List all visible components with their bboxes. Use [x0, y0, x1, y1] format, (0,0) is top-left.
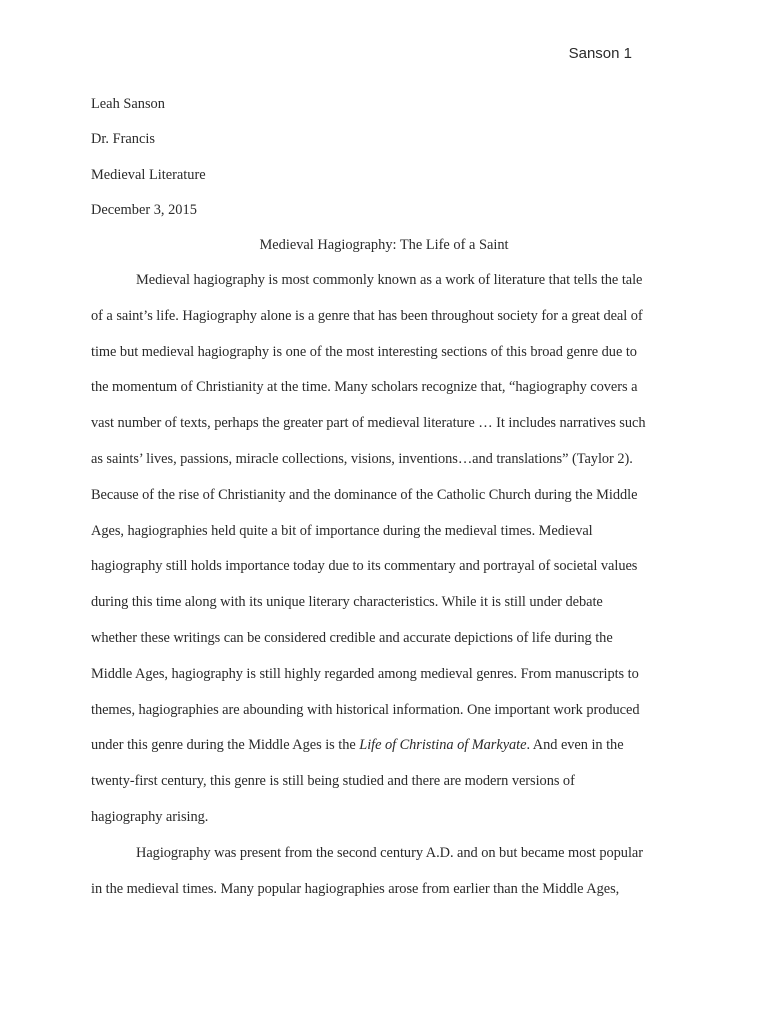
paragraph-line: Medieval hagiography is most commonly known as a work of literature that tells the tale	[136, 272, 643, 288]
paragraph-line: of a saint’s life. Hagiography alone is a genre that has been throughout society for a great deal of	[91, 307, 643, 324]
course-name: Medieval Literature	[91, 167, 206, 183]
paragraph-line: twenty-first century, this genre is still being studied and there are modern versions of	[91, 773, 575, 790]
essay-date: December 3, 2015	[91, 202, 197, 218]
paragraph-line: time but medieval hagiography is one of the most interesting sections of this broad genre due to	[91, 343, 637, 360]
paragraph-line: Ages, hagiographies held quite a bit of importance during the medieval times. Medieval	[91, 522, 593, 539]
book-title-italic: Life of Christina of Markyate	[359, 737, 527, 754]
text-after-title: . And even in the	[526, 737, 624, 754]
paragraph-line: during this time along with its unique literary characteristics. While it is still under debate	[91, 594, 603, 611]
running-header: Sanson 1	[568, 45, 632, 62]
paragraph-line: Hagiography was present from the second century A.D. and on but became most popular	[136, 844, 643, 861]
essay-title: Medieval Hagiography: The Life of a Saint	[259, 237, 509, 253]
paragraph-line: hagiography still holds importance today due to its commentary and portrayal of societal values	[91, 558, 638, 575]
paragraph-line-with-italic-title	[91, 728, 681, 764]
paragraph-line: whether these writings can be considered credible and accurate depictions of life during the	[91, 629, 613, 646]
paragraph-line: Middle Ages, hagiography is still highly regarded among medieval genres. From manuscripts to	[91, 665, 639, 682]
essay-body	[91, 263, 681, 907]
paragraph-line: Because of the rise of Christianity and the dominance of the Catholic Church during the Middle	[91, 486, 638, 503]
paragraph-line: themes, hagiographies are abounding with historical information. One important work produced	[91, 701, 640, 718]
paragraph-line: in the medieval times. Many popular hagiographies arose from earlier than the Middle Ages,	[91, 880, 620, 897]
paragraph-line: the momentum of Christianity at the time. Many scholars recognize that, “hagiography covers a	[91, 379, 638, 396]
instructor-name: Dr. Francis	[91, 131, 155, 147]
paragraph-line: as saints’ lives, passions, miracle collections, visions, inventions…and translations” (Taylor 2).	[91, 450, 633, 467]
text-before-title: under this genre during the Middle Ages is the	[91, 737, 360, 754]
paragraph-line: hagiography arising.	[91, 808, 209, 825]
paragraph-line: vast number of texts, perhaps the greater part of medieval literature … It includes narratives such	[91, 415, 646, 432]
author-name: Leah Sanson	[91, 96, 165, 112]
